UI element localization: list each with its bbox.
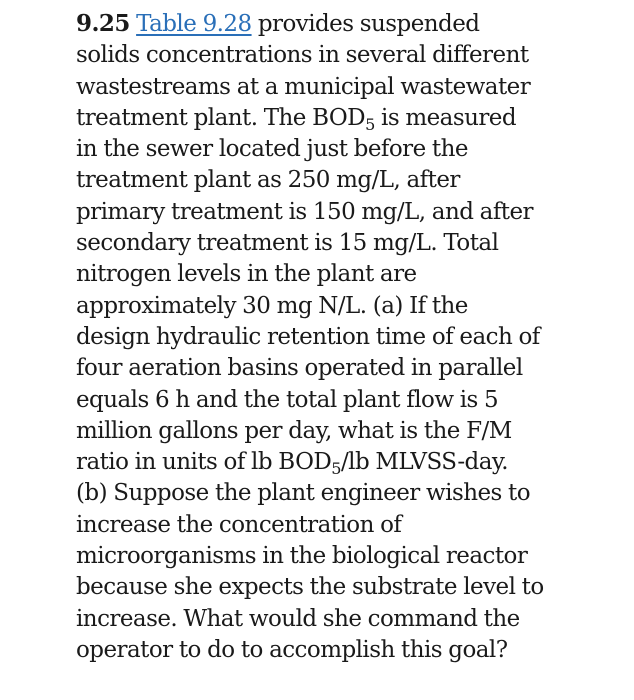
line-16: (b) Suppose the plant engineer wishes to — [76, 480, 531, 507]
line-15-text-a: ratio in units of lb BOD — [76, 449, 332, 476]
line-15 — [76, 447, 628, 478]
line-6: treatment plant as 250 mg/L, after — [76, 167, 460, 194]
line-4-text-a: treatment plant. The BOD — [76, 104, 366, 131]
problem-text — [76, 8, 628, 666]
line-13: equals 6 h and the total plant flow is 5 — [76, 386, 499, 413]
line-20: increase. What would she command the — [76, 605, 520, 632]
table-link[interactable]: Table 9.28 — [136, 11, 252, 37]
line-7: primary treatment is 150 mg/L, and after — [76, 198, 533, 225]
bod-subscript: 5 — [365, 114, 375, 134]
line-3: wastestreams at a municipal wastewater — [76, 73, 531, 100]
line-21: operator to do to accomplish this goal? — [76, 636, 508, 663]
line-19: because she expects the substrate level to — [76, 574, 544, 601]
problem-number: 9.25 — [76, 10, 130, 37]
line-4-text-b: is measured — [374, 104, 517, 131]
line-14: million gallons per day, what is the F/M — [76, 417, 512, 444]
line-10: approximately 30 mg N/L. (a) If the — [76, 292, 468, 319]
line-11: design hydraulic retention time of each of — [76, 323, 540, 350]
bod-subscript-2: 5 — [331, 459, 341, 479]
line-9: nitrogen levels in the plant are — [76, 261, 417, 288]
line-8: secondary treatment is 15 mg/L. Total — [76, 230, 499, 257]
line-2: solids concentrations in several different — [76, 42, 529, 69]
line-17: increase the concentration of — [76, 511, 402, 538]
line-1-text: provides suspended — [257, 11, 480, 37]
line-1 — [76, 8, 628, 40]
line-4 — [76, 103, 628, 134]
line-12: four aeration basins operated in parallel — [76, 355, 523, 382]
line-15-text-b: /lb MLVSS-day. — [340, 449, 509, 476]
line-5: in the sewer located just before the — [76, 136, 468, 163]
line-18: microorganisms in the biological reactor — [76, 543, 528, 570]
